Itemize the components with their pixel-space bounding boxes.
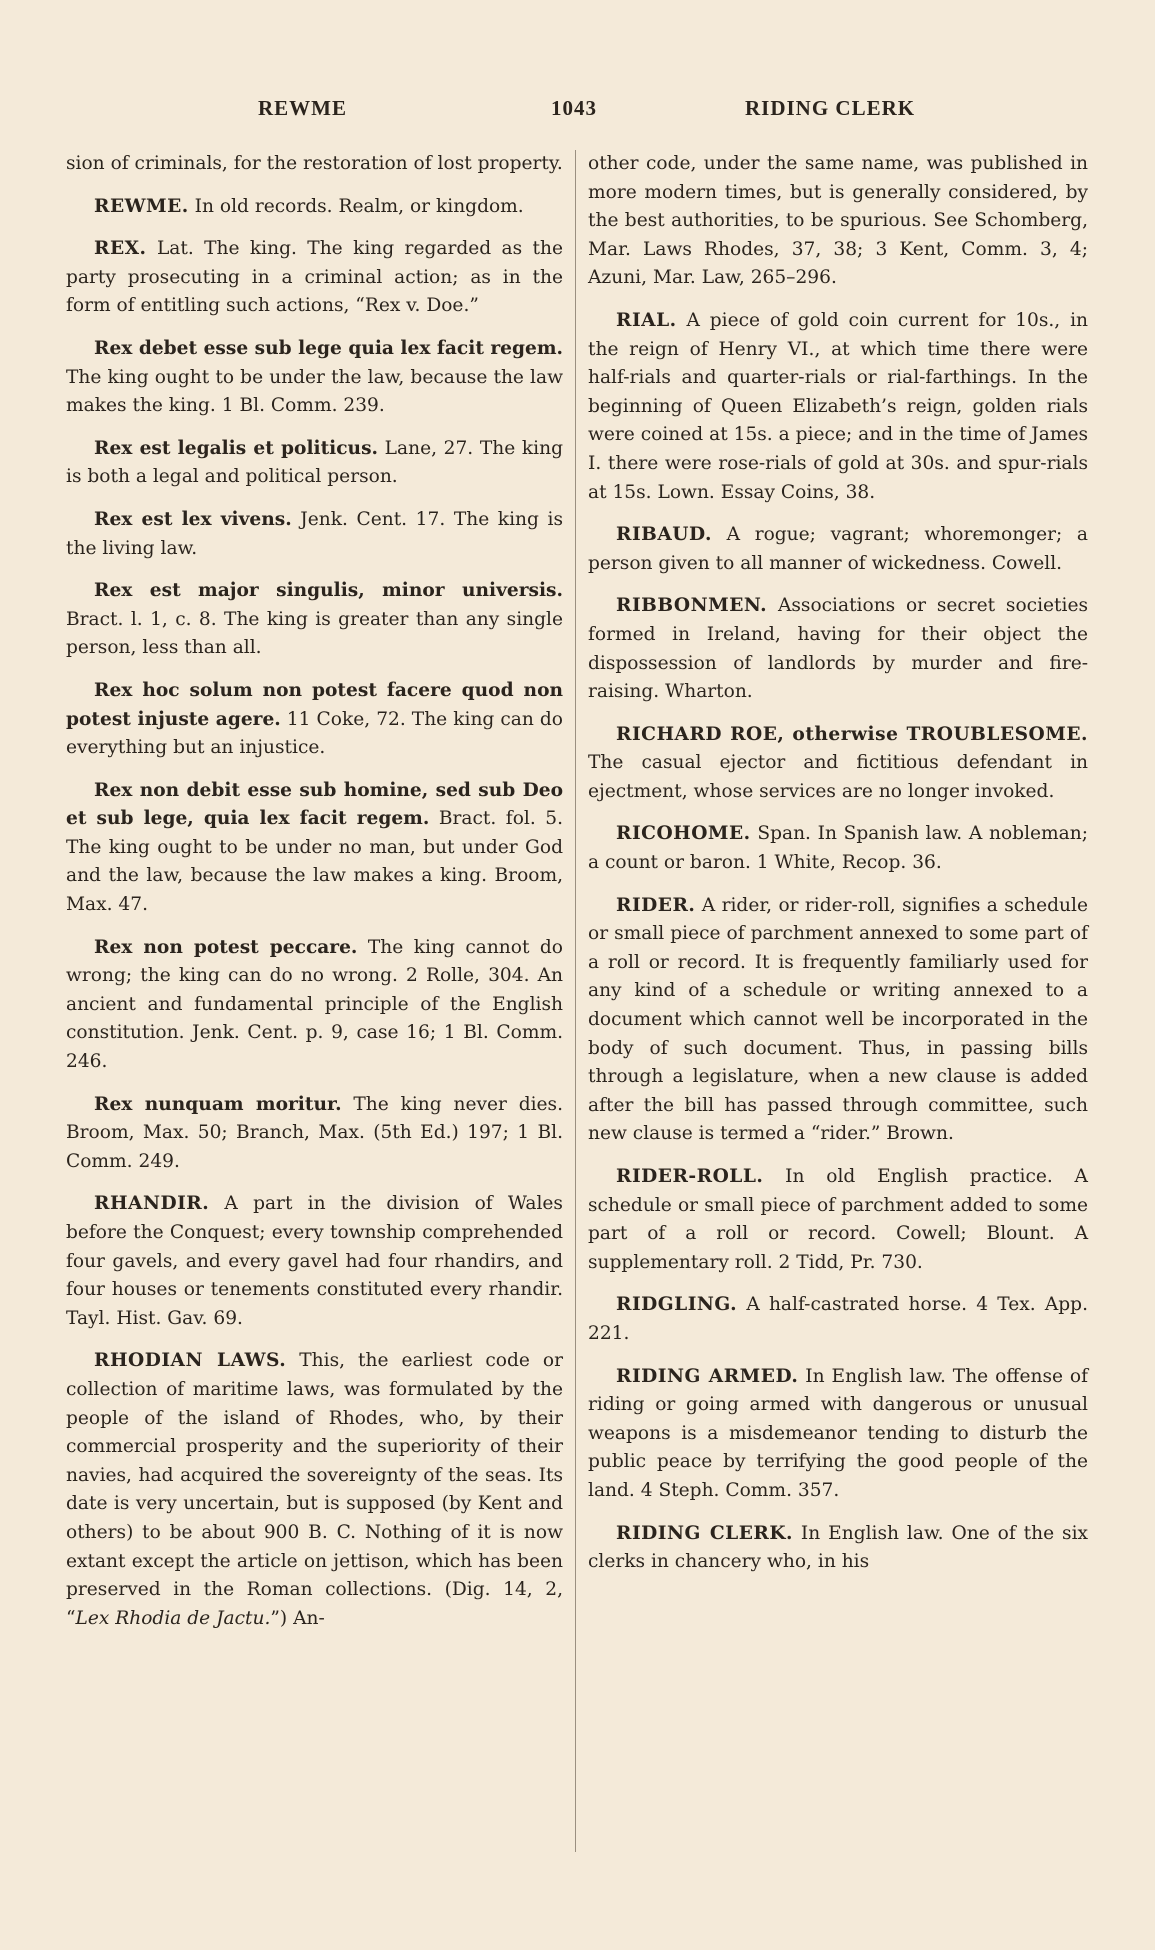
entry-headword: RIAL. <box>616 309 677 331</box>
running-header <box>0 96 1155 124</box>
entry-definition: The king ought to be under the law, because the law makes the king. 1 Bl. Comm. 239. <box>66 366 563 417</box>
entry-definition: sion of criminals, for the restoration of lost property. <box>66 153 563 174</box>
entry-definition: Jenk. Cent. 17. The king is the living law. <box>66 508 563 559</box>
entry-definition: Lat. The king. The king regarded as the party prosecuting in a criminal action; as in the form of entitling such actions, “Rex v. Doe.” <box>66 238 563 317</box>
left-column <box>66 150 563 1647</box>
dictionary-entry <box>66 193 563 222</box>
right-column <box>588 150 1088 1591</box>
dictionary-entry <box>66 934 563 1077</box>
dictionary-entry <box>66 1091 563 1177</box>
dictionary-entry <box>66 335 563 421</box>
entry-headword: RIBBONMEN. <box>616 595 768 617</box>
dictionary-entry <box>66 150 563 179</box>
entry-maxim: Rex est legalis et politicus. <box>94 437 379 459</box>
dictionary-entry <box>588 521 1088 578</box>
dictionary-entry <box>66 435 563 492</box>
entry-definition: A part in the division of Wales before the Conquest; every township comprehended four gavels, and every gavel had four rhandirs, and four houses or tenements constituted every rhandir. Tayl. Hist. Gav. 69. <box>66 1193 563 1329</box>
entry-headword: RICHARD ROE, otherwise TROUBLESOME. <box>616 723 1088 745</box>
dictionary-entry <box>66 235 563 321</box>
entry-headword: REWME. <box>94 195 189 217</box>
dictionary-entry <box>588 1291 1088 1348</box>
column-divider <box>575 150 576 1852</box>
entry-headword: REX. <box>94 238 147 260</box>
entry-headword: RIBAUD. <box>616 524 712 546</box>
entry-definition: A rider, or rider-roll, signifies a schedule or small piece of parchment annexed to some part of a roll or record. It is frequently familiarly used for any kind of a schedule or writing annexed to a document which cannot well be incorporated in the body of such document. Thus, in passing bills through a legislature, when a new clause is added after the bill has passed through committee, such new clause is termed a “rider.” Brown. <box>588 894 1088 1145</box>
dictionary-entry <box>66 1347 563 1633</box>
dictionary-entry <box>588 1163 1088 1277</box>
entry-definition: Bract. fol. 5. The king ought to be under no man, but under God and the law, because the law makes a king. Broom, Max. 47. <box>66 808 563 916</box>
dictionary-entry <box>588 721 1088 807</box>
entry-definition: A half-castrated horse. 4 Tex. App. 221. <box>588 1294 1088 1344</box>
entry-headword: RIDER. <box>616 894 696 916</box>
entry-maxim: Rex debet esse sub lege quia lex facit regem. <box>94 337 563 359</box>
dictionary-entry <box>66 777 563 920</box>
entry-definition: The king cannot do wrong; the king can do no wrong. 2 Rolle, 304. An ancient and fundamental principle of the English constitution. Jenk. Cent. p. 9, case 16; 1 Bl. Comm. 246. <box>66 936 564 1073</box>
dictionary-entry <box>588 1520 1088 1577</box>
entry-italic-citation: Lex Rhodia de Jactu. <box>75 1607 271 1629</box>
entry-maxim: Rex est major singulis, minor universis. <box>94 580 563 602</box>
entry-definition: A rogue; vagrant; whoremonger; a person given to all manner of wickedness. Cowell. <box>588 524 1088 574</box>
entry-definition: The casual ejector and fictitious defendant in ejectment, whose services are no longer invoked. <box>588 752 1088 802</box>
dictionary-entry <box>66 1190 563 1333</box>
entry-headword: RICOHOME. <box>616 823 751 845</box>
entry-headword: RIDING CLERK. <box>616 1522 793 1544</box>
entry-headword: RIDER-ROLL. <box>616 1166 764 1187</box>
page-number: 1043 <box>551 96 597 120</box>
dictionary-entry <box>66 677 563 763</box>
entry-definition: The king never dies. Broom, Max. 50; Branch, Max. (5th Ed.) 197; 1 Bl. Comm. 249. <box>66 1093 563 1172</box>
dictionary-entry <box>588 592 1088 706</box>
entry-headword: RHANDIR. <box>94 1193 210 1215</box>
entry-headword: RIDGLING. <box>616 1294 738 1316</box>
entry-definition: In old English practice. A schedule or small piece of parchment added to some part of a roll or record. Cowell; Blount. A supplementary roll. 2 Tidd, Pr. 730. <box>588 1166 1088 1273</box>
entry-definition: Bract. l. 1, c. 8. The king is greater than any single person, less than all. <box>66 608 563 659</box>
dictionary-entry <box>66 577 563 663</box>
dictionary-entry <box>588 150 1088 293</box>
entry-maxim: Rex non potest peccare. <box>94 936 358 958</box>
dictionary-entry <box>588 307 1088 507</box>
entry-definition: In English law. The offense of riding or going armed with dangerous or unusual weapons is a misdemeanor tending to disturb the public peace by terrifying the good people of the land. 4 Steph. Comm. 357. <box>588 1365 1088 1501</box>
entry-definition: This, the earliest code or collection of maritime laws, was formulated by the people of the island of Rhodes, who, by their commercial prosperity and the superiority of their navies, had acquired the sovereignty of the seas. Its date is very uncertain, but is supposed (by Kent and others) to be about 900 B. C. Nothing of it is now extant except the article on jettison, which has been preserved in the Roman collections. (Dig. 14, 2, “ <box>66 1350 563 1629</box>
entry-maxim: Rex nunquam moritur. <box>94 1093 342 1115</box>
entry-trailing-text: ”) An- <box>270 1607 325 1629</box>
entry-maxim: Rex non debit esse sub homine, sed sub Deo et sub lege, quia lex facit regem. <box>66 779 563 830</box>
entry-maxim: Rex hoc solum non potest facere quod non potest injuste agere. <box>66 679 563 730</box>
dictionary-entry <box>588 820 1088 877</box>
entry-definition: 11 Coke, 72. The king can do everything but an injustice. <box>66 708 563 759</box>
entry-definition: other code, under the same name, was published in more modern times, but is generally considered, by the best authorities, to be spurious. See Schomberg, Mar. Laws Rhodes, 37, 38; 3 Kent, Comm. 3, 4; Azuni, Mar. Law, 265–296. <box>588 153 1088 289</box>
dictionary-entry <box>588 892 1088 1149</box>
entry-definition: In English law. One of the six clerks in chancery who, in his <box>588 1522 1088 1573</box>
dictionary-entry <box>588 1363 1088 1506</box>
entry-definition: Associations or secret societies formed in Ireland, having for their object the dispossession of landlords by murder and fire-raising. Wharton. <box>588 595 1088 703</box>
entry-definition: Span. In Spanish law. A nobleman; a count or baron. 1 White, Recop. 36. <box>588 823 1088 874</box>
entry-headword: RIDING ARMED. <box>616 1365 799 1387</box>
header-right-guideword: RIDING CLERK <box>745 96 916 120</box>
entry-headword: RHODIAN LAWS. <box>94 1350 287 1372</box>
dictionary-entry <box>66 506 563 563</box>
entry-definition: A piece of gold coin current for 10s., in the reign of Henry VI., at which time there were half-rials and quarter-rials or rial-farthings. In the beginning of Queen Elizabeth’s reign, golden rials were coined at 15s. a piece; and in the time of James I. there were rose-rials of gold at 30s. and spur-rials at 15s. Lown. Essay Coins, 38. <box>588 309 1088 503</box>
header-left-guideword: REWME <box>258 96 347 120</box>
entry-maxim: Rex est lex vivens. <box>94 508 292 530</box>
entry-definition: In old records. Realm, or kingdom. <box>194 195 524 217</box>
entry-definition: Lane, 27. The king is both a legal and political person. <box>66 437 563 488</box>
